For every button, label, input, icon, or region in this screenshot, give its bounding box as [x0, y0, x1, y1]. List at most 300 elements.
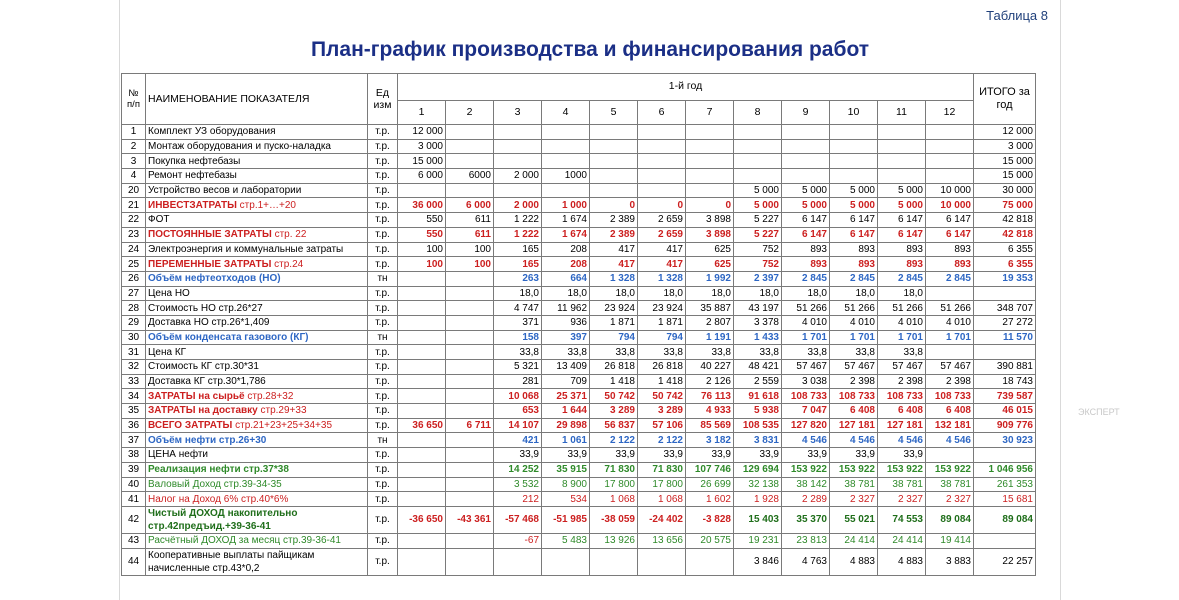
month-value-cell[interactable] — [590, 169, 638, 184]
row-number[interactable]: 32 — [122, 360, 146, 375]
month-value-cell[interactable]: 18,0 — [734, 286, 782, 301]
total-value-cell[interactable]: 390 881 — [974, 360, 1036, 375]
month-value-cell[interactable]: 6 147 — [830, 227, 878, 242]
month-value-cell[interactable]: 17 800 — [590, 477, 638, 492]
row-unit[interactable]: т.р. — [368, 227, 398, 242]
row-number[interactable]: 4 — [122, 169, 146, 184]
month-value-cell[interactable]: 1 328 — [638, 271, 686, 286]
row-name-cell[interactable] — [146, 154, 368, 169]
row-name-cell[interactable] — [146, 286, 368, 301]
month-value-cell[interactable]: 1000 — [542, 169, 590, 184]
row-name-cell[interactable] — [146, 271, 368, 286]
month-value-cell[interactable]: 153 922 — [878, 462, 926, 477]
month-value-cell[interactable]: 5 321 — [494, 360, 542, 375]
row-name-cell[interactable] — [146, 257, 368, 272]
month-value-cell[interactable]: 25 371 — [542, 389, 590, 404]
month-value-cell[interactable] — [638, 154, 686, 169]
month-value-cell[interactable]: 3 883 — [926, 548, 974, 575]
month-value-cell[interactable]: 108 733 — [926, 389, 974, 404]
total-value-cell[interactable] — [974, 286, 1036, 301]
month-value-cell[interactable]: 3 898 — [686, 227, 734, 242]
month-value-cell[interactable]: 1 222 — [494, 227, 542, 242]
month-value-cell[interactable]: 100 — [398, 242, 446, 257]
total-value-cell[interactable]: 15 000 — [974, 169, 1036, 184]
row-name-cell[interactable] — [146, 360, 368, 375]
month-value-cell[interactable] — [782, 169, 830, 184]
month-value-cell[interactable]: 6 408 — [878, 404, 926, 419]
month-value-cell[interactable]: 2 327 — [830, 492, 878, 507]
month-value-cell[interactable]: 794 — [638, 330, 686, 345]
month-value-cell[interactable]: 1 871 — [590, 315, 638, 330]
month-value-cell[interactable]: 13 656 — [638, 533, 686, 548]
month-value-cell[interactable]: 6 408 — [926, 404, 974, 419]
month-value-cell[interactable]: 5 938 — [734, 404, 782, 419]
month-value-cell[interactable]: -67 — [494, 533, 542, 548]
month-value-cell[interactable]: 6 147 — [926, 213, 974, 228]
month-value-cell[interactable]: 33,9 — [638, 448, 686, 463]
row-number[interactable]: 38 — [122, 448, 146, 463]
month-value-cell[interactable]: 18,0 — [542, 286, 590, 301]
month-value-cell[interactable]: 5 000 — [782, 198, 830, 213]
month-value-cell[interactable]: 5 483 — [542, 533, 590, 548]
month-value-cell[interactable]: 107 746 — [686, 462, 734, 477]
month-value-cell[interactable]: 5 000 — [878, 198, 926, 213]
month-value-cell[interactable]: 18,0 — [782, 286, 830, 301]
row-unit[interactable]: т.р. — [368, 492, 398, 507]
month-value-cell[interactable] — [878, 169, 926, 184]
month-value-cell[interactable] — [398, 448, 446, 463]
month-value-cell[interactable]: 2 327 — [878, 492, 926, 507]
month-value-cell[interactable]: 23 924 — [638, 301, 686, 316]
month-value-cell[interactable] — [398, 183, 446, 198]
month-value-cell[interactable] — [398, 492, 446, 507]
month-value-cell[interactable]: 3 532 — [494, 477, 542, 492]
month-value-cell[interactable] — [590, 125, 638, 140]
month-value-cell[interactable]: 2 845 — [878, 271, 926, 286]
month-value-cell[interactable]: 33,8 — [542, 345, 590, 360]
month-value-cell[interactable]: 13 926 — [590, 533, 638, 548]
month-value-cell[interactable] — [830, 125, 878, 140]
month-value-cell[interactable] — [542, 154, 590, 169]
month-value-cell[interactable]: 165 — [494, 242, 542, 257]
month-value-cell[interactable]: 1 418 — [590, 374, 638, 389]
month-value-cell[interactable] — [686, 139, 734, 154]
row-name-cell[interactable] — [146, 533, 368, 548]
month-value-cell[interactable]: 3 000 — [398, 139, 446, 154]
month-value-cell[interactable]: 6 711 — [446, 418, 494, 433]
month-value-cell[interactable] — [446, 374, 494, 389]
month-value-cell[interactable]: 14 252 — [494, 462, 542, 477]
month-value-cell[interactable]: 50 742 — [590, 389, 638, 404]
month-value-cell[interactable]: 752 — [734, 242, 782, 257]
month-value-cell[interactable]: 893 — [782, 242, 830, 257]
row-unit[interactable]: т.р. — [368, 125, 398, 140]
row-number[interactable]: 25 — [122, 257, 146, 272]
row-name-cell[interactable] — [146, 242, 368, 257]
month-value-cell[interactable]: 417 — [638, 242, 686, 257]
month-value-cell[interactable]: 74 553 — [878, 506, 926, 533]
row-number[interactable]: 44 — [122, 548, 146, 575]
month-value-cell[interactable] — [926, 448, 974, 463]
row-unit[interactable]: т.р. — [368, 242, 398, 257]
month-value-cell[interactable]: 4 747 — [494, 301, 542, 316]
month-value-cell[interactable]: 2 398 — [878, 374, 926, 389]
month-value-cell[interactable]: -3 828 — [686, 506, 734, 533]
month-value-cell[interactable]: 89 084 — [926, 506, 974, 533]
row-number[interactable]: 40 — [122, 477, 146, 492]
row-name-cell[interactable] — [146, 506, 368, 533]
row-number[interactable]: 41 — [122, 492, 146, 507]
row-unit[interactable]: т.р. — [368, 183, 398, 198]
month-value-cell[interactable]: 17 800 — [638, 477, 686, 492]
month-value-cell[interactable]: 794 — [590, 330, 638, 345]
month-value-cell[interactable]: 534 — [542, 492, 590, 507]
row-unit[interactable]: т.р. — [368, 315, 398, 330]
month-value-cell[interactable]: 40 227 — [686, 360, 734, 375]
month-value-cell[interactable]: 4 010 — [878, 315, 926, 330]
row-name-cell[interactable] — [146, 492, 368, 507]
month-value-cell[interactable]: -36 650 — [398, 506, 446, 533]
row-unit[interactable]: т.р. — [368, 418, 398, 433]
month-value-cell[interactable]: 5 000 — [782, 183, 830, 198]
month-value-cell[interactable]: 8 900 — [542, 477, 590, 492]
row-name-cell[interactable] — [146, 389, 368, 404]
month-value-cell[interactable]: 6 147 — [782, 213, 830, 228]
month-value-cell[interactable]: 33,8 — [878, 345, 926, 360]
row-name-cell[interactable] — [146, 227, 368, 242]
row-unit[interactable]: тн — [368, 330, 398, 345]
month-value-cell[interactable]: 108 733 — [878, 389, 926, 404]
row-number[interactable]: 3 — [122, 154, 146, 169]
month-value-cell[interactable]: 51 266 — [926, 301, 974, 316]
row-unit[interactable]: т.р. — [368, 154, 398, 169]
month-value-cell[interactable] — [446, 301, 494, 316]
row-number[interactable]: 29 — [122, 315, 146, 330]
total-value-cell[interactable]: 46 015 — [974, 404, 1036, 419]
total-value-cell[interactable]: 75 000 — [974, 198, 1036, 213]
row-unit[interactable]: т.р. — [368, 389, 398, 404]
month-value-cell[interactable] — [878, 139, 926, 154]
month-value-cell[interactable]: 0 — [638, 198, 686, 213]
month-value-cell[interactable]: 10 000 — [926, 198, 974, 213]
row-number[interactable]: 39 — [122, 462, 146, 477]
month-value-cell[interactable]: 2 122 — [638, 433, 686, 448]
month-value-cell[interactable]: 6 147 — [878, 213, 926, 228]
month-value-cell[interactable]: 51 266 — [878, 301, 926, 316]
month-value-cell[interactable] — [878, 154, 926, 169]
total-value-cell[interactable]: 12 000 — [974, 125, 1036, 140]
row-unit[interactable]: т.р. — [368, 345, 398, 360]
row-unit[interactable]: тн — [368, 271, 398, 286]
month-value-cell[interactable]: 5 227 — [734, 213, 782, 228]
row-number[interactable]: 34 — [122, 389, 146, 404]
month-value-cell[interactable] — [446, 462, 494, 477]
month-value-cell[interactable]: 57 467 — [782, 360, 830, 375]
month-value-cell[interactable]: 6 147 — [782, 227, 830, 242]
month-value-cell[interactable] — [830, 169, 878, 184]
row-number[interactable]: 31 — [122, 345, 146, 360]
month-value-cell[interactable] — [542, 183, 590, 198]
month-value-cell[interactable]: 936 — [542, 315, 590, 330]
month-value-cell[interactable]: 625 — [686, 257, 734, 272]
row-number[interactable]: 33 — [122, 374, 146, 389]
month-value-cell[interactable]: 263 — [494, 271, 542, 286]
month-value-cell[interactable] — [494, 125, 542, 140]
month-value-cell[interactable]: 371 — [494, 315, 542, 330]
month-value-cell[interactable] — [590, 183, 638, 198]
row-name-cell[interactable] — [146, 548, 368, 575]
row-number[interactable]: 21 — [122, 198, 146, 213]
month-value-cell[interactable]: 2 389 — [590, 213, 638, 228]
total-value-cell[interactable]: 19 353 — [974, 271, 1036, 286]
month-value-cell[interactable]: 26 699 — [686, 477, 734, 492]
total-value-cell[interactable]: 11 570 — [974, 330, 1036, 345]
month-value-cell[interactable]: 33,9 — [878, 448, 926, 463]
month-value-cell[interactable]: 108 535 — [734, 418, 782, 433]
month-value-cell[interactable]: 57 467 — [926, 360, 974, 375]
month-value-cell[interactable]: 33,8 — [686, 345, 734, 360]
month-value-cell[interactable]: 1 928 — [734, 492, 782, 507]
month-value-cell[interactable]: 11 962 — [542, 301, 590, 316]
month-value-cell[interactable]: 2 659 — [638, 227, 686, 242]
month-value-cell[interactable]: 2 845 — [830, 271, 878, 286]
month-value-cell[interactable]: 165 — [494, 257, 542, 272]
month-value-cell[interactable]: 33,9 — [494, 448, 542, 463]
month-value-cell[interactable]: 2 807 — [686, 315, 734, 330]
row-number[interactable]: 43 — [122, 533, 146, 548]
month-value-cell[interactable]: 129 694 — [734, 462, 782, 477]
month-value-cell[interactable]: 43 197 — [734, 301, 782, 316]
month-value-cell[interactable]: 893 — [926, 257, 974, 272]
month-value-cell[interactable]: 893 — [830, 257, 878, 272]
month-value-cell[interactable]: 3 289 — [638, 404, 686, 419]
row-unit[interactable]: т.р. — [368, 374, 398, 389]
month-value-cell[interactable] — [926, 286, 974, 301]
total-value-cell[interactable] — [974, 448, 1036, 463]
month-value-cell[interactable]: 2 397 — [734, 271, 782, 286]
month-value-cell[interactable]: 893 — [926, 242, 974, 257]
month-value-cell[interactable]: 91 618 — [734, 389, 782, 404]
month-value-cell[interactable] — [926, 125, 974, 140]
month-value-cell[interactable]: 1 674 — [542, 213, 590, 228]
total-value-cell[interactable]: 348 707 — [974, 301, 1036, 316]
month-value-cell[interactable]: 2 289 — [782, 492, 830, 507]
month-value-cell[interactable]: 3 846 — [734, 548, 782, 575]
month-value-cell[interactable]: 1 068 — [590, 492, 638, 507]
month-value-cell[interactable]: 24 414 — [878, 533, 926, 548]
month-value-cell[interactable]: 26 818 — [638, 360, 686, 375]
month-value-cell[interactable]: 4 546 — [830, 433, 878, 448]
month-value-cell[interactable] — [398, 360, 446, 375]
month-value-cell[interactable]: 10 068 — [494, 389, 542, 404]
month-value-cell[interactable]: 108 733 — [782, 389, 830, 404]
month-value-cell[interactable] — [782, 139, 830, 154]
month-value-cell[interactable]: 38 781 — [878, 477, 926, 492]
month-value-cell[interactable]: 1 602 — [686, 492, 734, 507]
month-value-cell[interactable]: 1 674 — [542, 227, 590, 242]
month-value-cell[interactable] — [446, 139, 494, 154]
month-value-cell[interactable] — [398, 404, 446, 419]
total-value-cell[interactable]: 89 084 — [974, 506, 1036, 533]
month-value-cell[interactable]: 1 191 — [686, 330, 734, 345]
row-unit[interactable]: т.р. — [368, 506, 398, 533]
month-value-cell[interactable]: 2 389 — [590, 227, 638, 242]
month-value-cell[interactable]: 4 933 — [686, 404, 734, 419]
month-value-cell[interactable]: 1 433 — [734, 330, 782, 345]
month-value-cell[interactable]: 2 559 — [734, 374, 782, 389]
row-unit[interactable]: тн — [368, 433, 398, 448]
month-value-cell[interactable] — [686, 183, 734, 198]
row-unit[interactable]: т.р. — [368, 548, 398, 575]
total-value-cell[interactable]: 15 000 — [974, 154, 1036, 169]
month-value-cell[interactable]: 4 883 — [830, 548, 878, 575]
month-value-cell[interactable]: 57 106 — [638, 418, 686, 433]
month-value-cell[interactable] — [446, 345, 494, 360]
month-value-cell[interactable]: 208 — [542, 257, 590, 272]
month-value-cell[interactable]: 893 — [878, 242, 926, 257]
month-value-cell[interactable] — [446, 125, 494, 140]
month-value-cell[interactable] — [590, 154, 638, 169]
month-value-cell[interactable] — [926, 154, 974, 169]
row-unit[interactable]: т.р. — [368, 301, 398, 316]
month-value-cell[interactable]: 24 414 — [830, 533, 878, 548]
row-name-cell[interactable] — [146, 418, 368, 433]
total-value-cell[interactable]: 261 353 — [974, 477, 1036, 492]
month-value-cell[interactable]: 3 378 — [734, 315, 782, 330]
month-value-cell[interactable]: 5 000 — [734, 183, 782, 198]
row-number[interactable]: 30 — [122, 330, 146, 345]
month-value-cell[interactable]: 15 403 — [734, 506, 782, 533]
row-unit[interactable]: т.р. — [368, 169, 398, 184]
month-value-cell[interactable]: 893 — [878, 257, 926, 272]
month-value-cell[interactable]: 158 — [494, 330, 542, 345]
row-name-cell[interactable] — [146, 374, 368, 389]
row-name-cell[interactable] — [146, 139, 368, 154]
month-value-cell[interactable]: 1 701 — [926, 330, 974, 345]
total-value-cell[interactable]: 909 776 — [974, 418, 1036, 433]
row-name-cell[interactable] — [146, 433, 368, 448]
month-value-cell[interactable] — [590, 548, 638, 575]
month-value-cell[interactable]: 6 147 — [830, 213, 878, 228]
month-value-cell[interactable] — [398, 330, 446, 345]
month-value-cell[interactable] — [878, 125, 926, 140]
month-value-cell[interactable] — [686, 548, 734, 575]
month-value-cell[interactable]: -43 361 — [446, 506, 494, 533]
month-value-cell[interactable]: 127 181 — [878, 418, 926, 433]
month-value-cell[interactable]: 893 — [830, 242, 878, 257]
total-value-cell[interactable] — [974, 533, 1036, 548]
month-value-cell[interactable] — [494, 548, 542, 575]
month-value-cell[interactable]: 6 408 — [830, 404, 878, 419]
month-value-cell[interactable]: 127 181 — [830, 418, 878, 433]
row-number[interactable]: 28 — [122, 301, 146, 316]
month-value-cell[interactable]: 20 575 — [686, 533, 734, 548]
month-value-cell[interactable]: 19 231 — [734, 533, 782, 548]
month-value-cell[interactable]: 6000 — [446, 169, 494, 184]
month-value-cell[interactable]: 3 289 — [590, 404, 638, 419]
month-value-cell[interactable]: 4 010 — [830, 315, 878, 330]
row-unit[interactable]: т.р. — [368, 462, 398, 477]
month-value-cell[interactable]: 127 820 — [782, 418, 830, 433]
month-value-cell[interactable] — [494, 139, 542, 154]
month-value-cell[interactable]: 12 000 — [398, 125, 446, 140]
month-value-cell[interactable]: 36 650 — [398, 418, 446, 433]
month-value-cell[interactable]: 33,9 — [686, 448, 734, 463]
month-value-cell[interactable]: 417 — [590, 257, 638, 272]
month-value-cell[interactable] — [398, 315, 446, 330]
total-value-cell[interactable]: 22 257 — [974, 548, 1036, 575]
month-value-cell[interactable]: 1 061 — [542, 433, 590, 448]
month-value-cell[interactable] — [446, 477, 494, 492]
total-value-cell[interactable]: 6 355 — [974, 257, 1036, 272]
month-value-cell[interactable] — [734, 139, 782, 154]
month-value-cell[interactable]: 38 781 — [926, 477, 974, 492]
month-value-cell[interactable]: 1 418 — [638, 374, 686, 389]
month-value-cell[interactable]: 33,9 — [734, 448, 782, 463]
month-value-cell[interactable] — [830, 154, 878, 169]
month-value-cell[interactable]: 1 871 — [638, 315, 686, 330]
month-value-cell[interactable]: 2 000 — [494, 169, 542, 184]
month-value-cell[interactable]: 2 327 — [926, 492, 974, 507]
month-value-cell[interactable]: 653 — [494, 404, 542, 419]
month-value-cell[interactable]: 0 — [590, 198, 638, 213]
total-value-cell[interactable]: 6 355 — [974, 242, 1036, 257]
month-value-cell[interactable]: 51 266 — [782, 301, 830, 316]
month-value-cell[interactable]: 2 122 — [590, 433, 638, 448]
month-value-cell[interactable] — [638, 139, 686, 154]
month-value-cell[interactable] — [446, 360, 494, 375]
month-value-cell[interactable]: 1 068 — [638, 492, 686, 507]
month-value-cell[interactable]: 56 837 — [590, 418, 638, 433]
month-value-cell[interactable] — [446, 154, 494, 169]
row-unit[interactable]: т.р. — [368, 533, 398, 548]
row-name-cell[interactable] — [146, 330, 368, 345]
total-value-cell[interactable]: 739 587 — [974, 389, 1036, 404]
month-value-cell[interactable]: 3 038 — [782, 374, 830, 389]
month-value-cell[interactable]: 5 000 — [734, 198, 782, 213]
row-unit[interactable]: т.р. — [368, 404, 398, 419]
row-number[interactable]: 27 — [122, 286, 146, 301]
month-value-cell[interactable] — [638, 548, 686, 575]
month-value-cell[interactable] — [830, 139, 878, 154]
month-value-cell[interactable]: 2 398 — [926, 374, 974, 389]
month-value-cell[interactable]: 4 010 — [782, 315, 830, 330]
month-value-cell[interactable]: 35 887 — [686, 301, 734, 316]
month-value-cell[interactable]: 51 266 — [830, 301, 878, 316]
row-number[interactable]: 2 — [122, 139, 146, 154]
month-value-cell[interactable]: 33,8 — [782, 345, 830, 360]
row-unit[interactable]: т.р. — [368, 448, 398, 463]
month-value-cell[interactable]: 36 000 — [398, 198, 446, 213]
month-value-cell[interactable]: 611 — [446, 213, 494, 228]
row-name-cell[interactable] — [146, 315, 368, 330]
month-value-cell[interactable] — [398, 271, 446, 286]
month-value-cell[interactable] — [734, 125, 782, 140]
month-value-cell[interactable]: 18,0 — [590, 286, 638, 301]
total-value-cell[interactable]: 30 000 — [974, 183, 1036, 198]
row-number[interactable]: 22 — [122, 213, 146, 228]
month-value-cell[interactable]: 23 924 — [590, 301, 638, 316]
month-value-cell[interactable] — [542, 139, 590, 154]
month-value-cell[interactable]: 15 000 — [398, 154, 446, 169]
month-value-cell[interactable]: 50 742 — [638, 389, 686, 404]
month-value-cell[interactable] — [686, 169, 734, 184]
month-value-cell[interactable]: 57 467 — [830, 360, 878, 375]
row-number[interactable]: 36 — [122, 418, 146, 433]
month-value-cell[interactable]: 5 000 — [830, 198, 878, 213]
month-value-cell[interactable] — [398, 389, 446, 404]
total-value-cell[interactable]: 42 818 — [974, 227, 1036, 242]
